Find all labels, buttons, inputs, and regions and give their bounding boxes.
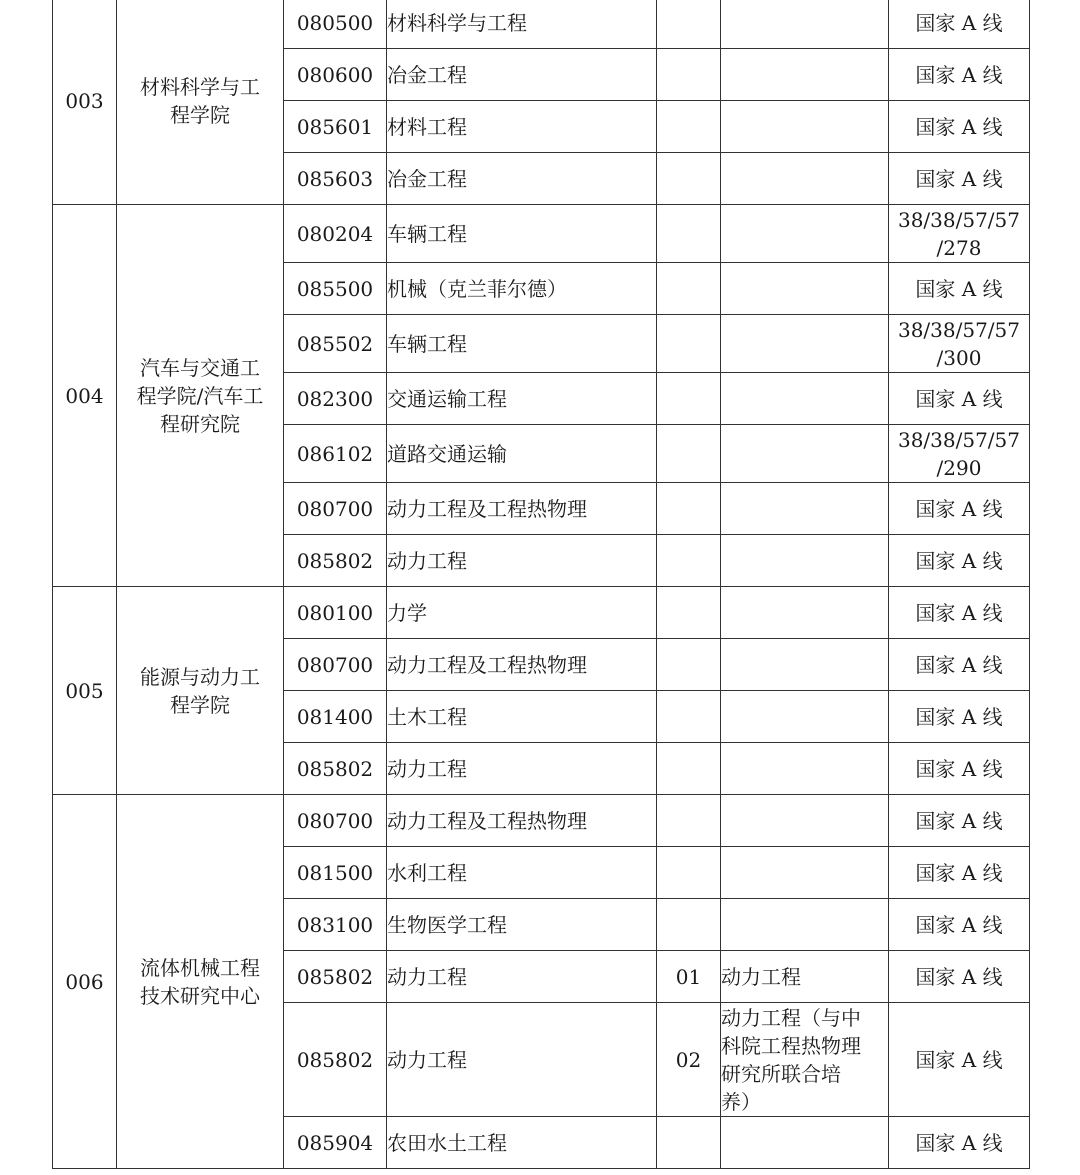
score-line: 国家 A 线: [915, 62, 1003, 87]
score-cell: [889, 1003, 1030, 1117]
college-name-cell: [117, 0, 284, 205]
direction-name-line: 科院工程热物理: [721, 1033, 861, 1058]
direction-code-cell: [657, 425, 721, 483]
direction-name-cell: [721, 373, 889, 425]
direction-code-cell: [657, 587, 721, 639]
score-line: 国家 A 线: [915, 386, 1003, 411]
direction-code-cell: [657, 0, 721, 49]
direction-code-cell: [657, 49, 721, 101]
table-row: [53, 795, 1030, 847]
college-name-cell: [117, 205, 284, 587]
major-code-cell: 080600: [284, 49, 387, 101]
direction-code-cell: [657, 1117, 721, 1169]
major-code-cell: 085502: [284, 315, 387, 373]
college-name-line: 流体机械工程: [140, 955, 260, 980]
major-code-cell: 085802: [284, 535, 387, 587]
direction-name-line: 研究所联合培: [721, 1061, 841, 1086]
major-name-cell: 车辆工程: [387, 315, 657, 373]
major-code-cell: 085601: [284, 101, 387, 153]
table-body: [53, 0, 1030, 1169]
direction-name-cell: [721, 101, 889, 153]
major-name-cell: 动力工程及工程热物理: [387, 483, 657, 535]
score-line: 国家 A 线: [915, 114, 1003, 139]
direction-code-cell: 02: [657, 1003, 721, 1117]
college-code-cell: 006: [53, 795, 117, 1169]
college-name-cell: [117, 795, 284, 1169]
major-name-cell: 材料工程: [387, 101, 657, 153]
major-name-cell: 动力工程: [387, 535, 657, 587]
college-name-line: 程学院/汽车工: [136, 383, 264, 408]
score-line: 国家 A 线: [915, 704, 1003, 729]
score-line: 国家 A 线: [915, 1130, 1003, 1155]
major-name-cell: 冶金工程: [387, 153, 657, 205]
direction-code-cell: [657, 691, 721, 743]
major-name-cell: 水利工程: [387, 847, 657, 899]
score-line: 38/38/57/57: [897, 207, 1020, 232]
college-name-line: 材料科学与工: [140, 74, 260, 99]
college-code-cell: 005: [53, 587, 117, 795]
score-cell: [889, 899, 1030, 951]
direction-code-cell: [657, 373, 721, 425]
score-cell: [889, 373, 1030, 425]
score-line: 国家 A 线: [915, 276, 1003, 301]
direction-name-cell: [721, 587, 889, 639]
score-cell: [889, 205, 1030, 263]
score-cell: [889, 847, 1030, 899]
major-code-cell: 080700: [284, 639, 387, 691]
score-line: 国家 A 线: [915, 964, 1003, 989]
score-cell: [889, 795, 1030, 847]
score-line: /290: [936, 455, 982, 480]
direction-name-cell: [721, 205, 889, 263]
major-code-cell: 080700: [284, 483, 387, 535]
direction-name-cell: [721, 639, 889, 691]
major-code-cell: 086102: [284, 425, 387, 483]
major-code-cell: 081400: [284, 691, 387, 743]
direction-name-cell: [721, 49, 889, 101]
major-code-cell: 080204: [284, 205, 387, 263]
college-name-cell: [117, 587, 284, 795]
college-name-line: 程学院: [170, 692, 230, 717]
major-code-cell: 085500: [284, 263, 387, 315]
direction-name-cell: [721, 795, 889, 847]
score-line: 国家 A 线: [915, 808, 1003, 833]
score-cell: [889, 153, 1030, 205]
score-line: /278: [936, 235, 982, 260]
college-name-line: 能源与动力工: [140, 664, 260, 689]
major-code-cell: 082300: [284, 373, 387, 425]
major-name-cell: 土木工程: [387, 691, 657, 743]
score-cell: [889, 691, 1030, 743]
direction-code-cell: [657, 263, 721, 315]
score-line: 38/38/57/57: [897, 427, 1020, 452]
score-cell: [889, 49, 1030, 101]
college-name-line: 汽车与交通工: [140, 355, 260, 380]
direction-code-cell: [657, 153, 721, 205]
direction-name-cell: [721, 1003, 889, 1117]
direction-code-cell: [657, 639, 721, 691]
major-name-cell: 机械（克兰菲尔德）: [387, 263, 657, 315]
direction-code-cell: [657, 847, 721, 899]
score-cell: [889, 101, 1030, 153]
major-code-cell: 080500: [284, 0, 387, 49]
score-cell: [889, 535, 1030, 587]
direction-name-cell: [721, 899, 889, 951]
major-code-cell: 081500: [284, 847, 387, 899]
score-line: 国家 A 线: [915, 10, 1003, 35]
score-line: 国家 A 线: [915, 756, 1003, 781]
major-name-cell: 生物医学工程: [387, 899, 657, 951]
major-name-cell: 道路交通运输: [387, 425, 657, 483]
major-name-cell: 动力工程及工程热物理: [387, 795, 657, 847]
direction-name-cell: [721, 1117, 889, 1169]
direction-name-cell: [721, 263, 889, 315]
major-code-cell: 085802: [284, 743, 387, 795]
major-name-cell: 冶金工程: [387, 49, 657, 101]
table-row: [53, 0, 1030, 49]
score-line: 国家 A 线: [915, 600, 1003, 625]
direction-name-cell: [721, 535, 889, 587]
major-name-cell: 农田水土工程: [387, 1117, 657, 1169]
direction-code-cell: [657, 101, 721, 153]
direction-name-line: 动力工程（与中: [721, 1005, 861, 1030]
direction-name-cell: [721, 847, 889, 899]
direction-name-cell: [721, 315, 889, 373]
score-cell: [889, 263, 1030, 315]
direction-name-cell: [721, 951, 889, 1003]
major-code-cell: 080700: [284, 795, 387, 847]
major-name-cell: 交通运输工程: [387, 373, 657, 425]
major-code-cell: 083100: [284, 899, 387, 951]
college-name-line: 程研究院: [160, 411, 240, 436]
score-cell: [889, 425, 1030, 483]
major-name-cell: 材料科学与工程: [387, 0, 657, 49]
major-name-cell: 动力工程: [387, 951, 657, 1003]
direction-name-cell: [721, 0, 889, 49]
score-cell: [889, 743, 1030, 795]
major-code-cell: 085904: [284, 1117, 387, 1169]
direction-code-cell: 01: [657, 951, 721, 1003]
direction-code-cell: [657, 795, 721, 847]
major-code-cell: 080100: [284, 587, 387, 639]
major-name-cell: 车辆工程: [387, 205, 657, 263]
score-line: 国家 A 线: [915, 166, 1003, 191]
score-cell: [889, 587, 1030, 639]
direction-code-cell: [657, 535, 721, 587]
major-code-cell: 085802: [284, 951, 387, 1003]
score-line: 国家 A 线: [915, 496, 1003, 521]
direction-name-cell: [721, 153, 889, 205]
college-code-cell: 003: [53, 0, 117, 205]
direction-code-cell: [657, 205, 721, 263]
score-cell: [889, 1117, 1030, 1169]
direction-name-cell: [721, 691, 889, 743]
direction-code-cell: [657, 899, 721, 951]
score-line: 国家 A 线: [915, 652, 1003, 677]
score-line: /300: [936, 345, 982, 370]
score-line: 38/38/57/57: [897, 317, 1020, 342]
score-cell: [889, 951, 1030, 1003]
score-cell: [889, 315, 1030, 373]
direction-name-line: 养）: [721, 1089, 761, 1114]
direction-code-cell: [657, 743, 721, 795]
major-name-cell: 动力工程: [387, 1003, 657, 1117]
score-table: [52, 0, 1030, 1169]
table-row: [53, 205, 1030, 263]
direction-name-cell: [721, 425, 889, 483]
score-line: 国家 A 线: [915, 860, 1003, 885]
score-cell: [889, 639, 1030, 691]
direction-name-cell: [721, 483, 889, 535]
major-code-cell: 085802: [284, 1003, 387, 1117]
major-code-cell: 085603: [284, 153, 387, 205]
direction-name-cell: [721, 743, 889, 795]
major-name-cell: 动力工程及工程热物理: [387, 639, 657, 691]
college-name-line: 程学院: [170, 102, 230, 127]
college-name-line: 技术研究中心: [140, 983, 260, 1008]
direction-name-line: 动力工程: [721, 964, 801, 989]
major-name-cell: 动力工程: [387, 743, 657, 795]
college-code-cell: 004: [53, 205, 117, 587]
table-row: [53, 587, 1030, 639]
direction-code-cell: [657, 315, 721, 373]
score-line: 国家 A 线: [915, 912, 1003, 937]
direction-code-cell: [657, 483, 721, 535]
major-name-cell: 力学: [387, 587, 657, 639]
score-line: 国家 A 线: [915, 1047, 1003, 1072]
score-line: 国家 A 线: [915, 548, 1003, 573]
score-cell: [889, 0, 1030, 49]
score-cell: [889, 483, 1030, 535]
